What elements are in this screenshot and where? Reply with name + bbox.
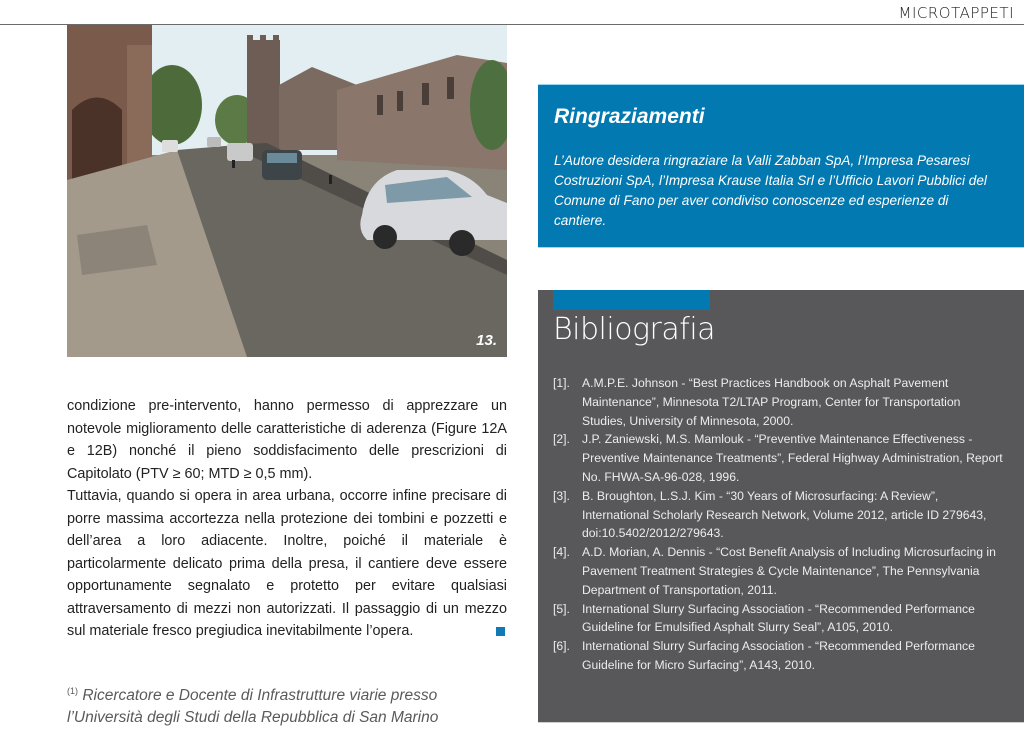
bibliography-box	[538, 290, 1024, 723]
bibliography-title: Bibliografia	[553, 312, 716, 347]
bibliography-item-text: B. Broughton, L.S.J. Kim - “30 Years of Microsurfacing: A Review”, International Scholarly Research Network, Volume 2012, article ID 279643, doi:10.5402/2012/279643.	[582, 488, 987, 541]
acknowledgements-title: Ringraziamenti	[554, 105, 705, 128]
body-paragraph-2-text: Tuttavia, quando si opera in area urbana, occorre infine precisare di porre massima accortezza nella protezione dei tombini e pozzetti e dell’area a loro adiacente. Inoltre, poiché il materiale è particolarmente delicato prima della presa, il cantiere deve essere opportunamente segnalato e protetto per evitare qualsiasi attraversamento di mezzi non autorizzati. Il passaggio di un mezzo sul materiale fresco pregiudica inevitabilmente l’opera.	[67, 488, 507, 639]
author-footnote	[67, 680, 507, 729]
figure-13-photo	[67, 25, 507, 357]
bibliography-item-text: International Slurry Surfacing Association - “Recommended Performance Guideline for Emulsified Asphalt Slurry Seal”, A105, 2010.	[582, 601, 975, 635]
bibliography-item-text: A.M.P.E. Johnson - “Best Practices Handbook on Asphalt Pavement Maintenance”, Minnesota T2/LTAP Program, Center for Transportation Studies, University of Minnesota, 2000.	[582, 376, 961, 428]
section-label: MICROTAPPETI	[898, 4, 1014, 22]
bibliography-item	[553, 637, 1003, 675]
bibliography-item	[553, 487, 1003, 543]
bibliography-item-number: [2].	[553, 432, 570, 447]
bibliography-item-number: [3].	[553, 488, 570, 503]
bibliography-item-number: [4].	[553, 545, 570, 560]
bibliography-item-text: J.P. Zaniewski, M.S. Mamlouk - “Preventive Maintenance Effectiveness - Preventive Maintenance Treatments”, Federal Highway Administration, Report No. FHWA-SA-96-028, 1996.	[582, 432, 1003, 484]
bibliography-item-text: A.D. Morian, A. Dennis - “Cost Benefit Analysis of Including Microsurfacing in Pavement Treatment Strategies & Cycle Maintenance”, The Pennsylvania Department of Transportation, 2011.	[582, 545, 996, 597]
footnote-text: Ricercatore e Docente di Infrastrutture viarie presso l’Università degli Studi della Repubblica di San Marino	[67, 687, 439, 726]
bibliography-item	[553, 430, 1003, 486]
bibliography-list	[553, 374, 1003, 675]
body-text	[67, 395, 507, 643]
acknowledgements-text: L’Autore desidera ringraziare la Valli Zabban SpA, l’Impresa Pesaresi Costruzioni SpA, l’Impresa Krause Italia Srl e l’Ufficio Lavori Pubblici del Comune di Fano per aver condiviso conoscenze ed esperienze di cantiere.	[554, 153, 987, 228]
end-of-article-square-icon	[496, 627, 505, 636]
figure-number: 13.	[476, 332, 497, 349]
acknowledgements-box	[538, 84, 1024, 248]
bibliography-item	[553, 543, 1003, 599]
bibliography-item-number: [5].	[553, 601, 570, 616]
bibliography-item-number: [6].	[553, 639, 570, 654]
bibliography-item	[553, 374, 1003, 430]
footnote-marker: (1)	[67, 686, 78, 696]
bibliography-item-text: International Slurry Surfacing Association - “Recommended Performance Guideline for Micro Surfacing”, A143, 2010.	[582, 639, 975, 672]
bibliography-accent-bar	[553, 290, 710, 310]
bibliography-item-number: [1].	[553, 376, 570, 390]
bibliography-item	[553, 600, 1003, 638]
body-paragraph-1: condizione pre-intervento, hanno permesso di apprezzare un notevole miglioramento delle caratteristiche di aderenza (Figure 12A e 12B) nonché il pieno soddisfacimento delle prescrizioni di Capitolato (PTV ≥ 60; MTD ≥ 0,5 mm).	[67, 398, 507, 482]
road-photo-icon	[67, 25, 507, 357]
body-paragraph-2	[67, 485, 507, 643]
